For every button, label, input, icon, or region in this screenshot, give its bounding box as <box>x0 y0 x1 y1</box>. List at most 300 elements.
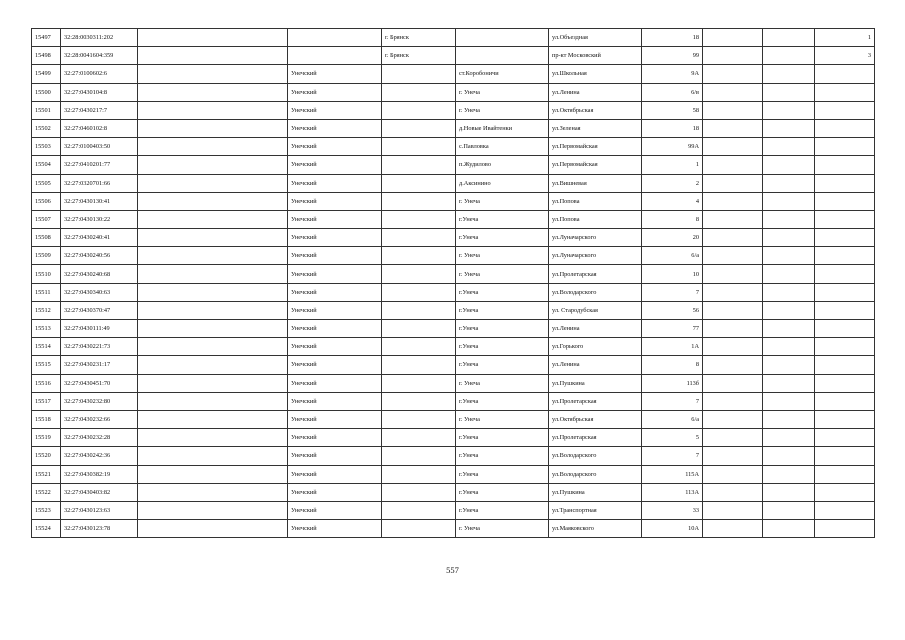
cell-house: 1 <box>642 156 703 174</box>
cell-c8 <box>703 247 763 265</box>
cell-street: ул.Пушкина <box>549 374 642 392</box>
cell-city <box>382 320 456 338</box>
cell-c5: г. Унеча <box>456 247 549 265</box>
cell-cad: 32:27:0430111:49 <box>61 320 138 338</box>
cell-c9 <box>763 83 815 101</box>
cell-c8 <box>703 119 763 137</box>
cell-c10 <box>815 338 875 356</box>
cell-c2 <box>138 301 288 319</box>
cell-house: 77 <box>642 320 703 338</box>
cell-c10 <box>815 210 875 228</box>
cell-house: 7 <box>642 447 703 465</box>
cell-c9 <box>763 101 815 119</box>
table-row <box>32 429 875 447</box>
cell-c9 <box>763 374 815 392</box>
cell-c3: Унечский <box>288 138 382 156</box>
cell-c10 <box>815 429 875 447</box>
cell-c3: Унечский <box>288 174 382 192</box>
cell-c10 <box>815 520 875 538</box>
cell-cad: 32:27:0430217:7 <box>61 101 138 119</box>
cell-street: ул.Ленина <box>549 83 642 101</box>
cell-c9 <box>763 138 815 156</box>
cell-num: 15520 <box>32 447 61 465</box>
cell-street: ул.Объездная <box>549 29 642 47</box>
table-row <box>32 283 875 301</box>
cell-c5: г.Унеча <box>456 356 549 374</box>
cell-c10 <box>815 501 875 519</box>
cell-city <box>382 229 456 247</box>
cell-c5: г.Унеча <box>456 447 549 465</box>
cell-c5: г. Унеча <box>456 410 549 428</box>
cell-c5: г.Унеча <box>456 210 549 228</box>
cell-num: 15503 <box>32 138 61 156</box>
cell-city <box>382 301 456 319</box>
cell-num: 15513 <box>32 320 61 338</box>
table-row <box>32 192 875 210</box>
cell-city: г. Брянск <box>382 29 456 47</box>
cell-house: 1А <box>642 338 703 356</box>
cell-cad: 32:27:0430231:17 <box>61 356 138 374</box>
cell-c9 <box>763 465 815 483</box>
cell-c10 <box>815 483 875 501</box>
cell-city <box>382 138 456 156</box>
table-row <box>32 174 875 192</box>
cell-cad: 32:27:0430240:56 <box>61 247 138 265</box>
cell-c10 <box>815 320 875 338</box>
cell-c9 <box>763 247 815 265</box>
cell-c2 <box>138 374 288 392</box>
cell-street: ул.Октябрьская <box>549 101 642 119</box>
cell-c8 <box>703 210 763 228</box>
cell-street: ул.Володарского <box>549 447 642 465</box>
cell-num: 15514 <box>32 338 61 356</box>
cell-c5: г. Унеча <box>456 265 549 283</box>
cell-c10 <box>815 283 875 301</box>
cell-street: ул.Первомайская <box>549 156 642 174</box>
cell-c8 <box>703 410 763 428</box>
cell-cad: 32:27:0430403:82 <box>61 483 138 501</box>
cell-c3: Унечский <box>288 156 382 174</box>
cell-cad: 32:27:0460102:8 <box>61 119 138 137</box>
cell-c8 <box>703 229 763 247</box>
cell-house: 9А <box>642 65 703 83</box>
cell-c3: Унечский <box>288 301 382 319</box>
cell-c9 <box>763 47 815 65</box>
cell-c5: г.Унеча <box>456 301 549 319</box>
cell-c10 <box>815 410 875 428</box>
cell-street: ул.Пролетарская <box>549 429 642 447</box>
cell-c3: Унечский <box>288 501 382 519</box>
cell-c2 <box>138 138 288 156</box>
cell-num: 15498 <box>32 47 61 65</box>
cell-cad: 32:27:0410201:77 <box>61 156 138 174</box>
cell-cad: 32:27:0430130:41 <box>61 192 138 210</box>
cell-c3: Унечский <box>288 247 382 265</box>
cell-cad: 32:27:0430240:41 <box>61 229 138 247</box>
table-row <box>32 247 875 265</box>
cell-c8 <box>703 65 763 83</box>
cell-city <box>382 192 456 210</box>
table-row <box>32 338 875 356</box>
cell-c9 <box>763 210 815 228</box>
table-row <box>32 265 875 283</box>
cell-num: 15517 <box>32 392 61 410</box>
cell-c5 <box>456 29 549 47</box>
cell-c8 <box>703 265 763 283</box>
table-row <box>32 229 875 247</box>
cell-c3 <box>288 29 382 47</box>
cell-c10 <box>815 174 875 192</box>
cell-c3: Унечский <box>288 356 382 374</box>
cell-city <box>382 429 456 447</box>
table-row <box>32 119 875 137</box>
cell-c2 <box>138 320 288 338</box>
cell-c2 <box>138 429 288 447</box>
cell-c10: 1 <box>815 29 875 47</box>
cell-c8 <box>703 374 763 392</box>
table-row <box>32 29 875 47</box>
cell-c2 <box>138 65 288 83</box>
cell-city <box>382 119 456 137</box>
cell-c8 <box>703 392 763 410</box>
cell-c2 <box>138 174 288 192</box>
cell-c5: г.Унеча <box>456 338 549 356</box>
table-row <box>32 301 875 319</box>
table-row <box>32 447 875 465</box>
cell-num: 15502 <box>32 119 61 137</box>
cell-c3: Унечский <box>288 374 382 392</box>
cell-c3: Унечский <box>288 410 382 428</box>
cell-house: 6/а <box>642 247 703 265</box>
cell-c8 <box>703 283 763 301</box>
cell-house: 113б <box>642 374 703 392</box>
cell-c9 <box>763 301 815 319</box>
table-row <box>32 101 875 119</box>
cell-street: ул.Октябрьская <box>549 410 642 428</box>
cell-city <box>382 247 456 265</box>
cell-c8 <box>703 47 763 65</box>
cell-city <box>382 392 456 410</box>
cell-num: 15501 <box>32 101 61 119</box>
cell-c2 <box>138 356 288 374</box>
cell-c2 <box>138 83 288 101</box>
cell-c5: г.Унеча <box>456 483 549 501</box>
page-number: 557 <box>446 565 459 575</box>
table-row <box>32 210 875 228</box>
cell-c5: г. Унеча <box>456 192 549 210</box>
cell-city <box>382 283 456 301</box>
cell-c3: Унечский <box>288 447 382 465</box>
cell-c10 <box>815 119 875 137</box>
cell-cad: 32:27:0430451:70 <box>61 374 138 392</box>
cell-c10 <box>815 138 875 156</box>
cell-c9 <box>763 174 815 192</box>
cell-c8 <box>703 101 763 119</box>
cell-cad: 32:28:0030311:202 <box>61 29 138 47</box>
cell-c2 <box>138 410 288 428</box>
cell-c9 <box>763 501 815 519</box>
cell-c8 <box>703 483 763 501</box>
cell-c9 <box>763 156 815 174</box>
cell-cad: 32:27:0430130:22 <box>61 210 138 228</box>
cell-c10 <box>815 192 875 210</box>
cell-c9 <box>763 392 815 410</box>
cell-street: ул.Школьная <box>549 65 642 83</box>
cell-c2 <box>138 192 288 210</box>
cell-c9 <box>763 447 815 465</box>
cell-c10 <box>815 374 875 392</box>
cell-c2 <box>138 501 288 519</box>
cell-city: г. Брянск <box>382 47 456 65</box>
cell-c10 <box>815 65 875 83</box>
cell-street: ул.Пролетарская <box>549 392 642 410</box>
cell-cad: 32:27:0430232:28 <box>61 429 138 447</box>
cell-street: ул.Луначарского <box>549 247 642 265</box>
cell-c8 <box>703 83 763 101</box>
cell-cad: 32:27:0430340:63 <box>61 283 138 301</box>
cell-house: 18 <box>642 119 703 137</box>
cell-house: 6/а <box>642 410 703 428</box>
cell-num: 15515 <box>32 356 61 374</box>
cell-street: ул.Вишневая <box>549 174 642 192</box>
cell-num: 15516 <box>32 374 61 392</box>
cell-c10 <box>815 83 875 101</box>
cell-house: 113А <box>642 483 703 501</box>
cell-house: 6/в <box>642 83 703 101</box>
cell-c9 <box>763 29 815 47</box>
cell-street: ул.Володарского <box>549 283 642 301</box>
cell-num: 15505 <box>32 174 61 192</box>
cell-city <box>382 374 456 392</box>
cell-house: 7 <box>642 283 703 301</box>
cell-num: 15508 <box>32 229 61 247</box>
cell-num: 15500 <box>32 83 61 101</box>
cell-c2 <box>138 283 288 301</box>
cell-c9 <box>763 483 815 501</box>
cell-c9 <box>763 320 815 338</box>
cell-c3: Унечский <box>288 192 382 210</box>
cell-c3: Унечский <box>288 283 382 301</box>
cell-c3: Унечский <box>288 483 382 501</box>
cell-c2 <box>138 465 288 483</box>
cell-cad: 32:27:0100403:50 <box>61 138 138 156</box>
cell-street: ул.Транспортная <box>549 501 642 519</box>
cell-num: 15506 <box>32 192 61 210</box>
register-table <box>31 28 875 538</box>
cell-cad: 32:27:0430240:68 <box>61 265 138 283</box>
cell-c5: г.Унеча <box>456 465 549 483</box>
table-row <box>32 483 875 501</box>
cell-c10 <box>815 101 875 119</box>
table-row <box>32 320 875 338</box>
cell-house: 10 <box>642 265 703 283</box>
cell-city <box>382 483 456 501</box>
cell-street: пр-кт Московский <box>549 47 642 65</box>
cell-c10 <box>815 301 875 319</box>
cell-num: 15507 <box>32 210 61 228</box>
cell-house: 2 <box>642 174 703 192</box>
cell-c2 <box>138 29 288 47</box>
cell-c5: ст.Коробоничи <box>456 65 549 83</box>
cell-c9 <box>763 119 815 137</box>
cell-c2 <box>138 338 288 356</box>
cell-city <box>382 447 456 465</box>
table-row <box>32 465 875 483</box>
cell-street: ул.Попова <box>549 210 642 228</box>
cell-street: ул.Луначарского <box>549 229 642 247</box>
cell-num: 15523 <box>32 501 61 519</box>
cell-c10: 3 <box>815 47 875 65</box>
cell-c9 <box>763 410 815 428</box>
cell-c5: г.Унеча <box>456 320 549 338</box>
table-row <box>32 356 875 374</box>
cell-house: 115А <box>642 465 703 483</box>
cell-c5: г.Унеча <box>456 429 549 447</box>
cell-cad: 32:27:0430242:36 <box>61 447 138 465</box>
cell-c2 <box>138 229 288 247</box>
table-row <box>32 392 875 410</box>
cell-house: 58 <box>642 101 703 119</box>
cell-c8 <box>703 356 763 374</box>
cell-c2 <box>138 47 288 65</box>
cell-c3: Унечский <box>288 392 382 410</box>
cell-c9 <box>763 356 815 374</box>
cell-c3: Унечский <box>288 429 382 447</box>
cell-c9 <box>763 429 815 447</box>
cell-house: 99А <box>642 138 703 156</box>
cell-c10 <box>815 229 875 247</box>
cell-cad: 32:27:0430123:78 <box>61 520 138 538</box>
cell-street: ул.Первомайская <box>549 138 642 156</box>
table-row <box>32 501 875 519</box>
cell-street: ул.Попова <box>549 192 642 210</box>
cell-c8 <box>703 465 763 483</box>
cell-c10 <box>815 265 875 283</box>
cell-street: ул.Ленина <box>549 320 642 338</box>
cell-num: 15504 <box>32 156 61 174</box>
cell-city <box>382 520 456 538</box>
cell-c2 <box>138 247 288 265</box>
table-row <box>32 83 875 101</box>
cell-num: 15510 <box>32 265 61 283</box>
cell-city <box>382 156 456 174</box>
cell-num: 15512 <box>32 301 61 319</box>
cell-c3: Унечский <box>288 465 382 483</box>
cell-street: ул.Зеленая <box>549 119 642 137</box>
cell-cad: 32:27:0430221:73 <box>61 338 138 356</box>
table-row <box>32 138 875 156</box>
cell-c5: д.Аксинино <box>456 174 549 192</box>
cell-c2 <box>138 210 288 228</box>
cell-c5: г. Унеча <box>456 520 549 538</box>
cell-c2 <box>138 392 288 410</box>
cell-c5: г.Унеча <box>456 392 549 410</box>
cell-c9 <box>763 192 815 210</box>
cell-c2 <box>138 265 288 283</box>
cell-c9 <box>763 520 815 538</box>
cell-c9 <box>763 65 815 83</box>
table-row <box>32 156 875 174</box>
cell-c2 <box>138 483 288 501</box>
cell-cad: 32:27:0430232:80 <box>61 392 138 410</box>
cell-cad: 32:27:0100602:6 <box>61 65 138 83</box>
cell-c3: Унечский <box>288 83 382 101</box>
cell-c3 <box>288 47 382 65</box>
cell-street: ул.Горького <box>549 338 642 356</box>
table-row <box>32 374 875 392</box>
cell-city <box>382 174 456 192</box>
cell-c2 <box>138 447 288 465</box>
cell-house: 10А <box>642 520 703 538</box>
cell-c5 <box>456 47 549 65</box>
cell-num: 15509 <box>32 247 61 265</box>
cell-num: 15519 <box>32 429 61 447</box>
cell-house: 56 <box>642 301 703 319</box>
cell-num: 15522 <box>32 483 61 501</box>
cell-c8 <box>703 501 763 519</box>
cell-c8 <box>703 192 763 210</box>
cell-c3: Унечский <box>288 210 382 228</box>
cell-num: 15511 <box>32 283 61 301</box>
cell-c3: Унечский <box>288 265 382 283</box>
cell-c2 <box>138 101 288 119</box>
cell-c8 <box>703 29 763 47</box>
cell-c9 <box>763 283 815 301</box>
cell-c3: Унечский <box>288 101 382 119</box>
cell-c10 <box>815 392 875 410</box>
cell-c10 <box>815 356 875 374</box>
cell-city <box>382 410 456 428</box>
cell-c2 <box>138 156 288 174</box>
cell-house: 99 <box>642 47 703 65</box>
cell-city <box>382 101 456 119</box>
cell-c5: д.Новые Ивайтенки <box>456 119 549 137</box>
cell-c2 <box>138 520 288 538</box>
cell-cad: 32:27:0430370:47 <box>61 301 138 319</box>
cell-house: 5 <box>642 429 703 447</box>
cell-c10 <box>815 465 875 483</box>
cell-city <box>382 65 456 83</box>
cell-city <box>382 210 456 228</box>
cell-c5: г.Унеча <box>456 501 549 519</box>
cell-house: 4 <box>642 192 703 210</box>
cell-c9 <box>763 229 815 247</box>
cell-num: 15521 <box>32 465 61 483</box>
cell-c5: г. Унеча <box>456 83 549 101</box>
cell-city <box>382 501 456 519</box>
cell-cad: 32:27:0430232:66 <box>61 410 138 428</box>
cell-city <box>382 265 456 283</box>
table-body <box>32 29 875 538</box>
cell-c9 <box>763 338 815 356</box>
cell-cad: 32:27:0430382:19 <box>61 465 138 483</box>
cell-c8 <box>703 338 763 356</box>
cell-city <box>382 338 456 356</box>
cell-cad: 32:28:0041604:359 <box>61 47 138 65</box>
cell-c8 <box>703 156 763 174</box>
cell-c10 <box>815 447 875 465</box>
cell-c3: Унечский <box>288 338 382 356</box>
cell-c5: г.Унеча <box>456 229 549 247</box>
cell-house: 33 <box>642 501 703 519</box>
cell-street: ул.Пушкина <box>549 483 642 501</box>
cell-c5: с.Павловка <box>456 138 549 156</box>
table-row <box>32 410 875 428</box>
cell-street: ул.Ленина <box>549 356 642 374</box>
cell-c10 <box>815 247 875 265</box>
cell-city <box>382 83 456 101</box>
table-row <box>32 65 875 83</box>
